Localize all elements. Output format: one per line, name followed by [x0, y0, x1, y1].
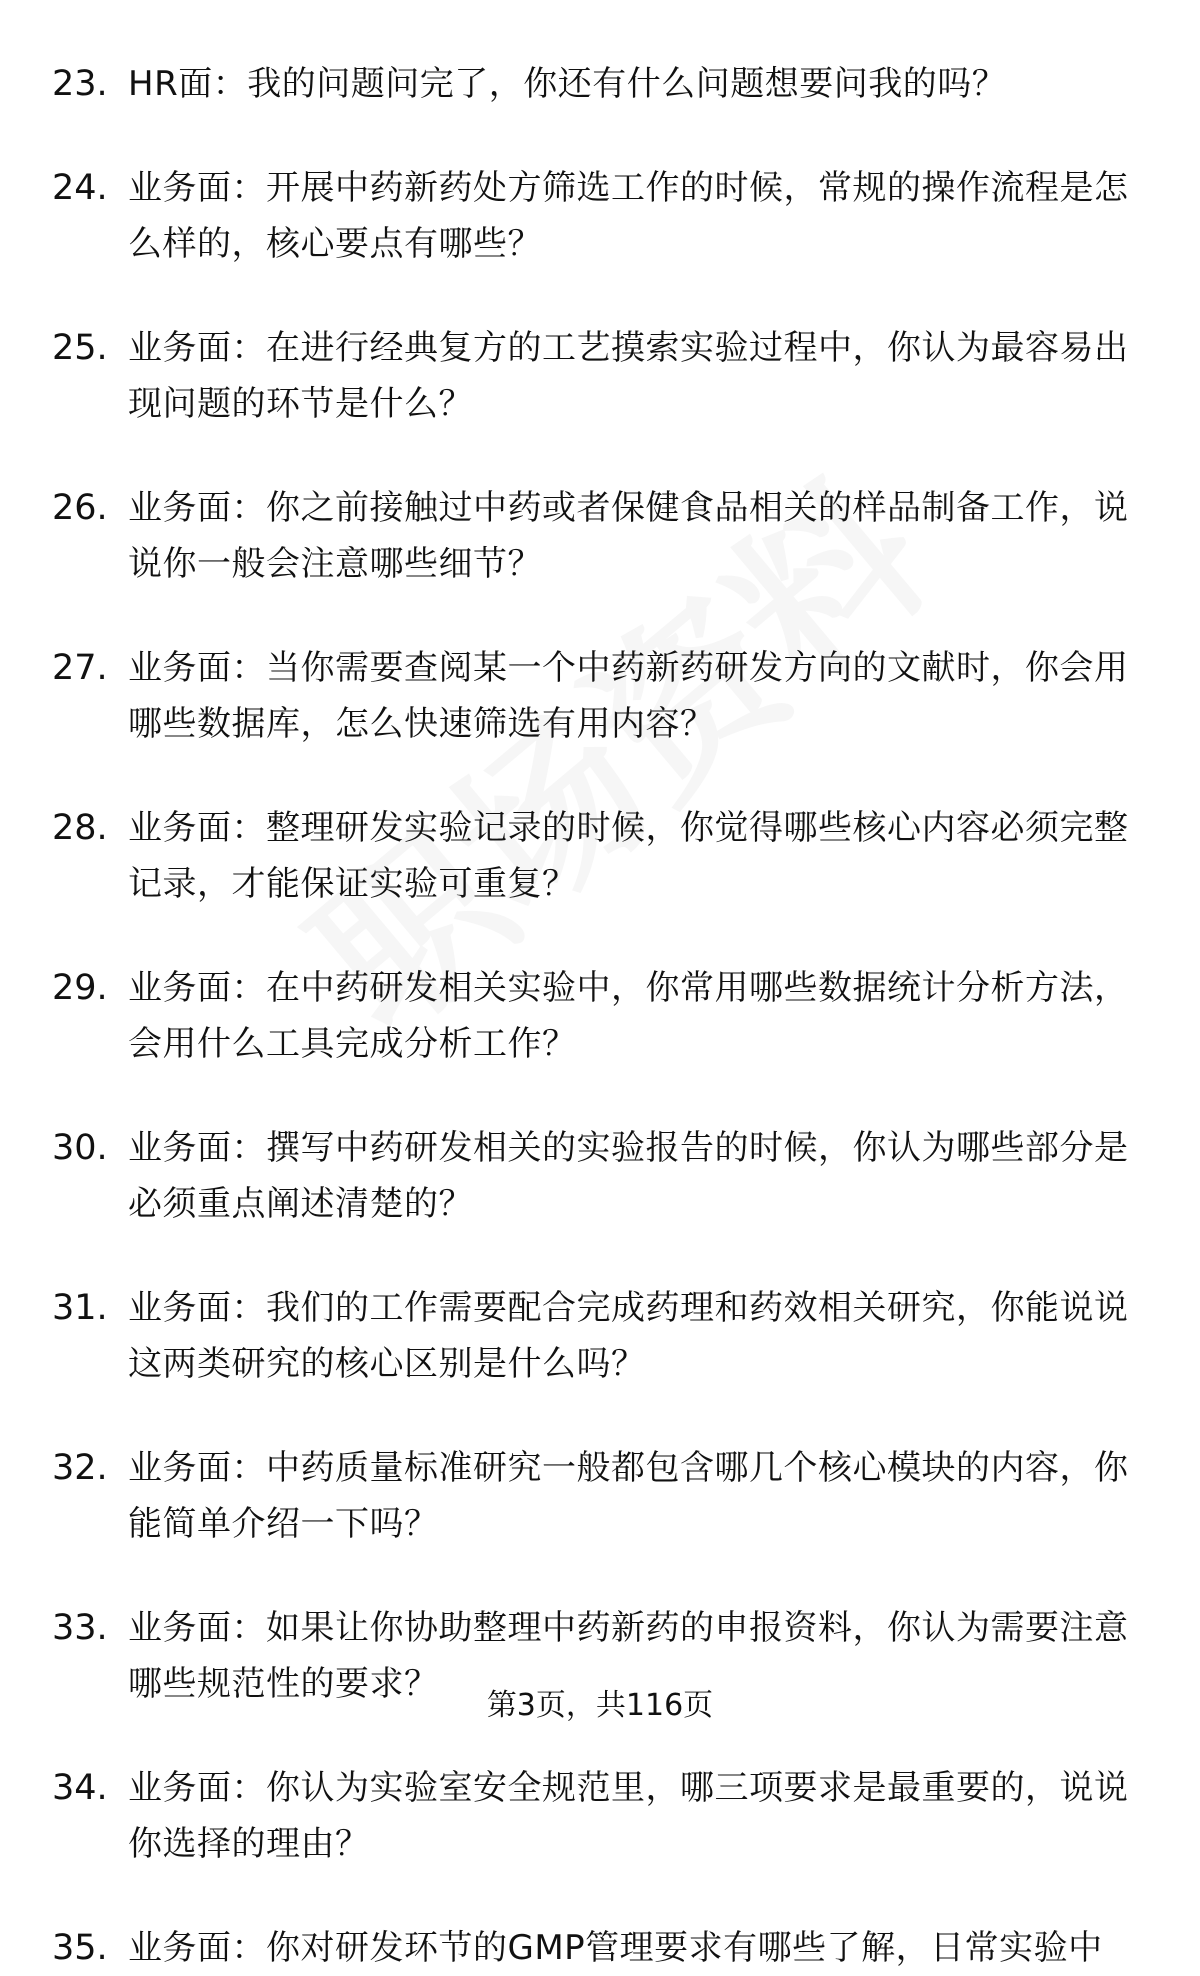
question-number: 27. [52, 648, 108, 688]
question-number: 26. [52, 488, 108, 528]
list-item [0, 800, 1200, 912]
question-text: 业务面：在进行经典复方的工艺摸索实验过程中，你认为最容易出现问题的环节是什么？ [128, 328, 1129, 424]
question-number: 23. [52, 64, 108, 104]
question-number: 28. [52, 808, 108, 848]
question-text: 业务面：在中药研发相关实验中，你常用哪些数据统计分析方法，会用什么工具完成分析工作？ [128, 968, 1129, 1064]
question-text: 业务面：撰写中药研发相关的实验报告的时候，你认为哪些部分是必须重点阐述清楚的？ [128, 1128, 1129, 1224]
list-item [0, 480, 1200, 592]
question-number: 32. [52, 1448, 108, 1488]
question-number: 31. [52, 1288, 108, 1328]
question-number: 34. [52, 1768, 108, 1808]
list-item [0, 640, 1200, 752]
question-text: 业务面：整理研发实验记录的时候，你觉得哪些核心内容必须完整记录，才能保证实验可重复？ [128, 808, 1129, 904]
list-item [0, 1280, 1200, 1392]
list-item [0, 1760, 1200, 1872]
page-footer: 第3页，共116页 [486, 1688, 714, 1723]
question-text: 业务面：你认为实验室安全规范里，哪三项要求是最重要的，说说你选择的理由？ [128, 1768, 1129, 1864]
question-text: 业务面：我们的工作需要配合完成药理和药效相关研究，你能说说这两类研究的核心区别是什么吗？ [128, 1288, 1129, 1384]
question-text: 业务面：你对研发环节的GMP管理要求有哪些了解，日常实验中 [128, 1928, 1103, 1968]
question-number: 29. [52, 968, 108, 1008]
list-item [0, 960, 1200, 1072]
question-text: 业务面：当你需要查阅某一个中药新药研发方向的文献时，你会用哪些数据库，怎么快速筛选有用内容？ [128, 648, 1129, 744]
question-text: HR面：我的问题问完了，你还有什么问题想要问我的吗？ [128, 64, 1007, 104]
question-text: 业务面：中药质量标准研究一般都包含哪几个核心模块的内容，你能简单介绍一下吗？ [128, 1448, 1129, 1544]
list-item [0, 160, 1200, 272]
list-item [0, 56, 1200, 112]
question-number: 35. [52, 1928, 108, 1968]
question-number: 25. [52, 328, 108, 368]
question-number: 33. [52, 1608, 108, 1648]
list-item [0, 1920, 1200, 1976]
question-text: 业务面：开展中药新药处方筛选工作的时候，常规的操作流程是怎么样的，核心要点有哪些？ [128, 168, 1129, 264]
question-number: 24. [52, 168, 108, 208]
question-text: 业务面：如果让你协助整理中药新药的申报资料，你认为需要注意哪些规范性的要求？ [128, 1608, 1129, 1704]
list-item [0, 1120, 1200, 1232]
list-item [0, 320, 1200, 432]
question-text: 业务面：你之前接触过中药或者保健食品相关的样品制备工作，说说你一般会注意哪些细节？ [128, 488, 1129, 584]
question-number: 30. [52, 1128, 108, 1168]
list-item [0, 1440, 1200, 1552]
